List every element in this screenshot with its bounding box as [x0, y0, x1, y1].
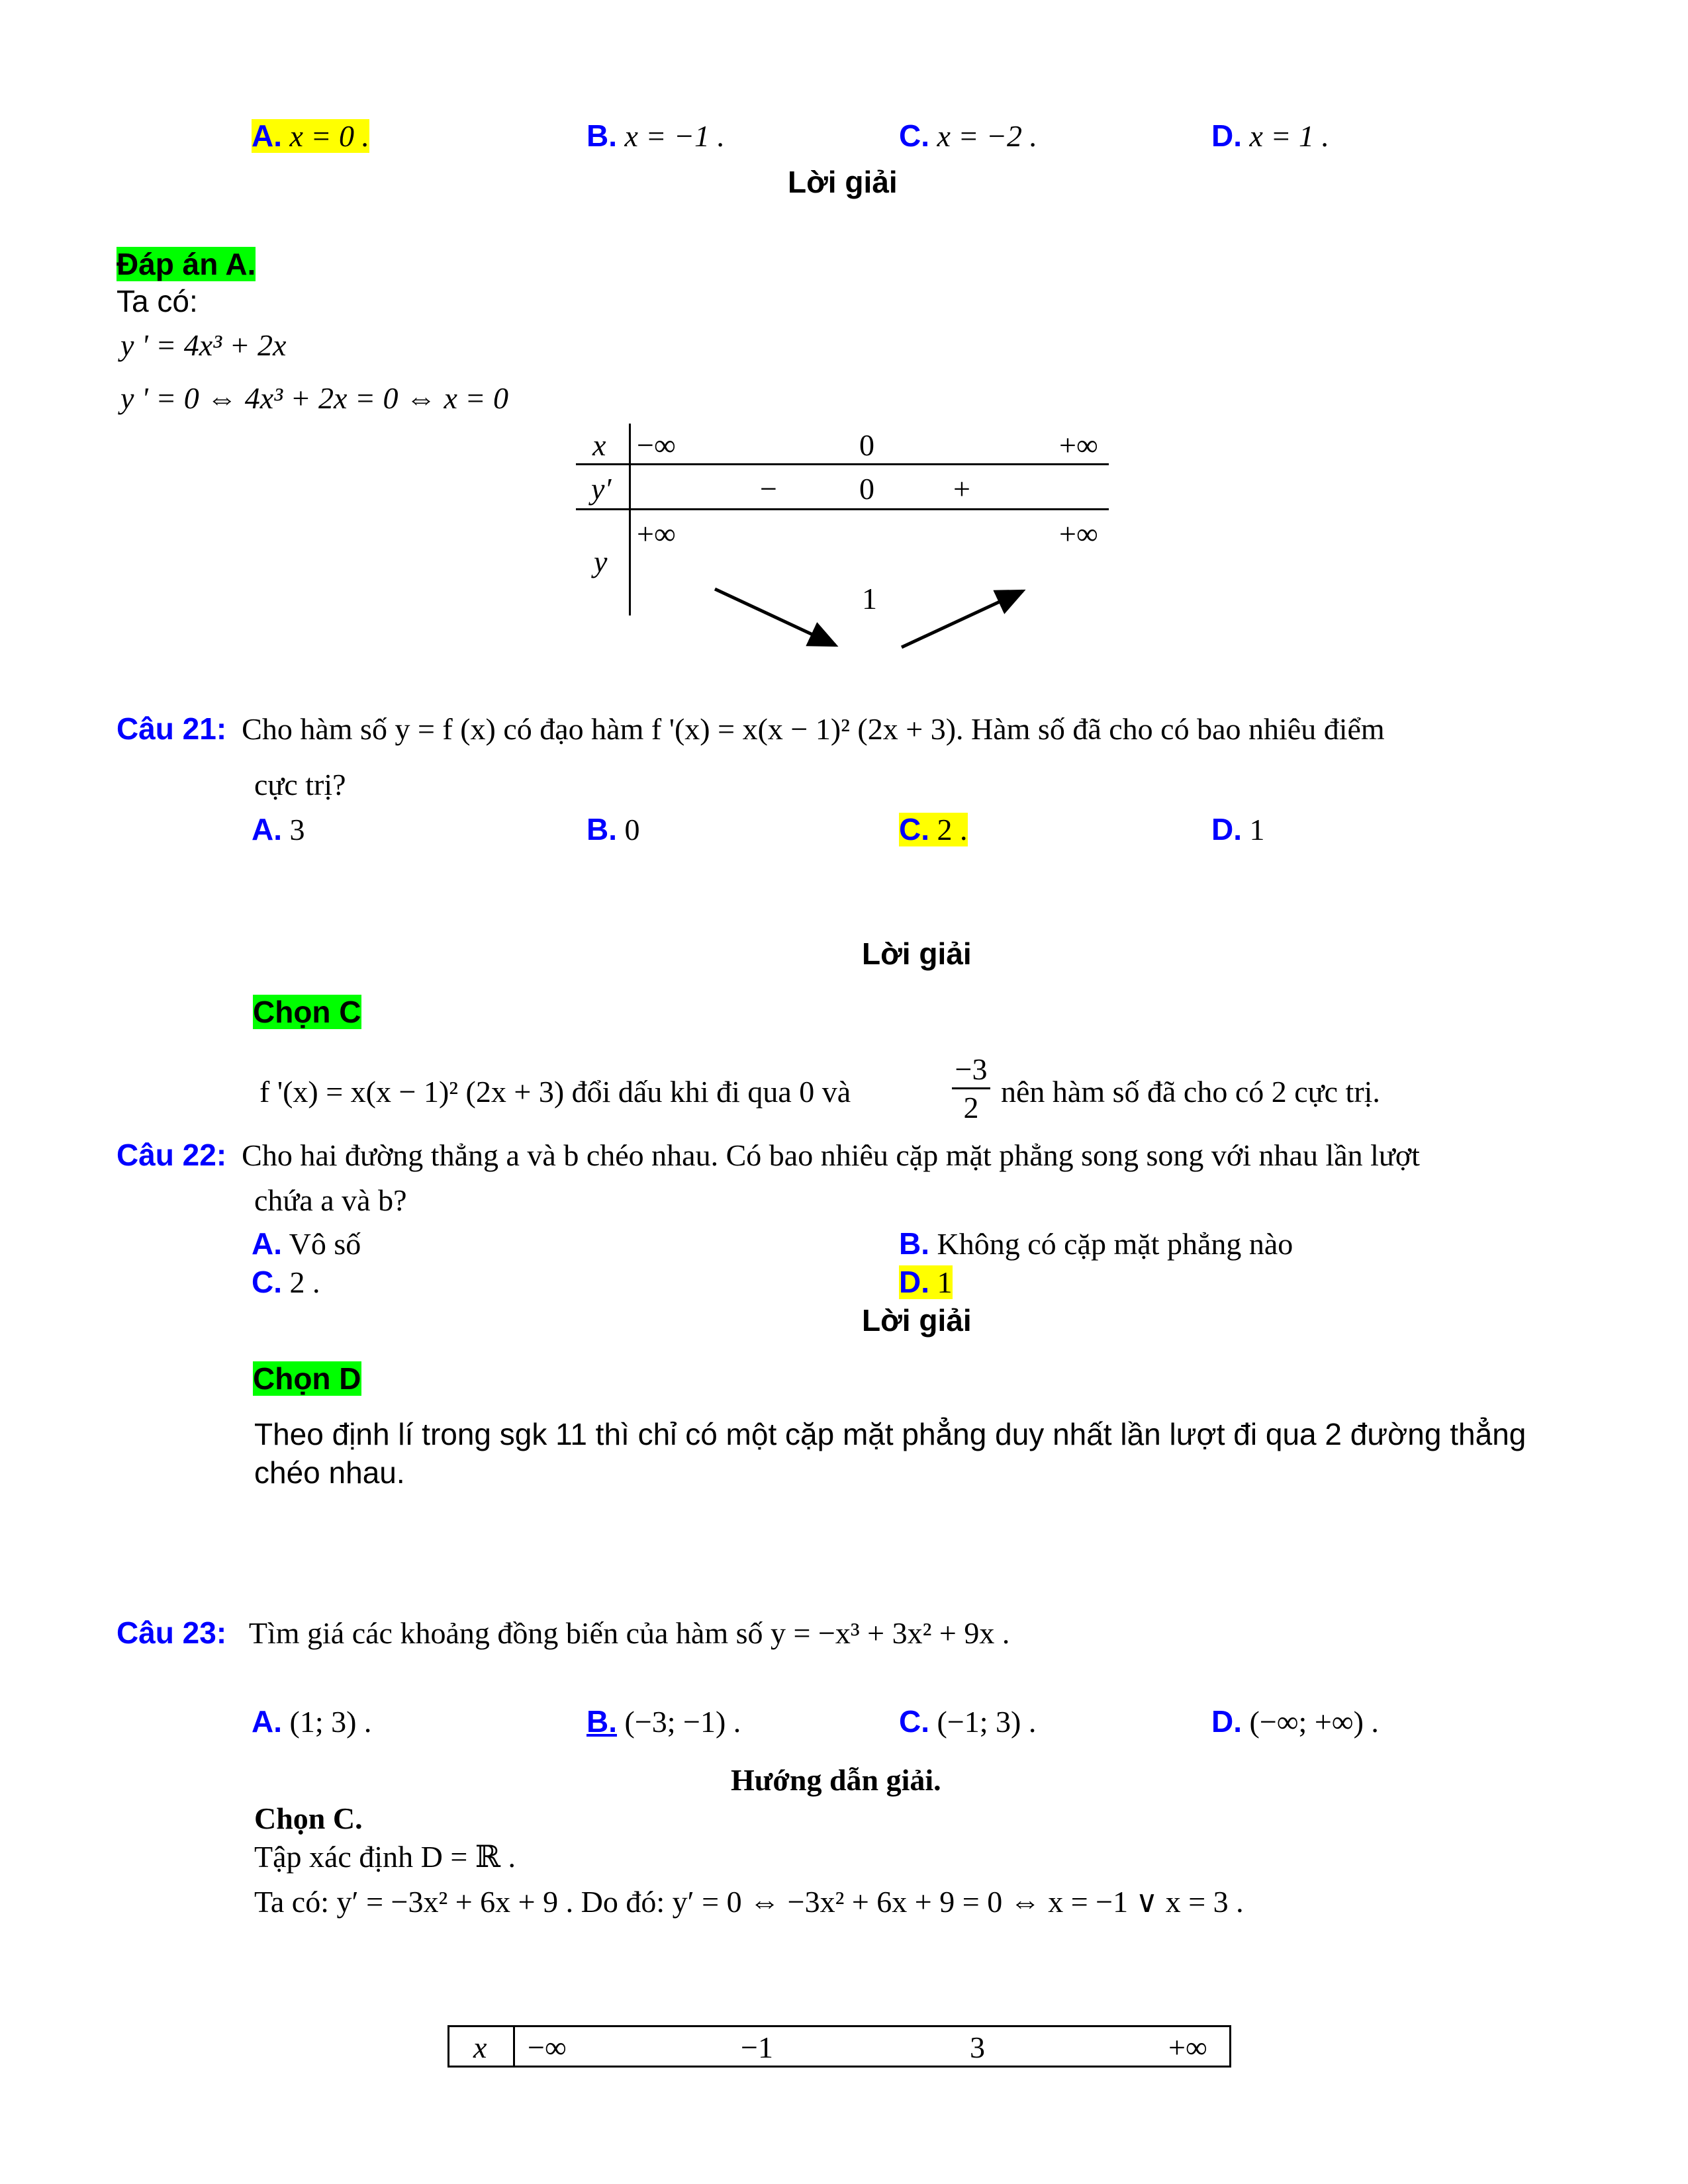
q20-intro: Ta có: — [117, 284, 198, 318]
table-x-value: 3 — [970, 2030, 985, 2064]
table-x-value: +∞ — [1168, 2030, 1207, 2064]
q21-question-cont: cực trị? — [254, 768, 346, 801]
table-y-min: 1 — [862, 582, 877, 615]
q22-explanation: Theo định lí trong sgk 11 thì chỉ có một cặp mặt phẳng duy nhất lần lượt đi qua 2 đường thẳng — [254, 1417, 1526, 1451]
q21-question: Câu 21: Cho hàm số y = f (x) có đạo hàm f '(x) = x(x − 1)² (2x + 3). Hàm số đã cho có bao nhiêu điểm — [117, 711, 1385, 746]
q22-option-b[interactable]: B. Không có cặp mặt phẳng nào — [899, 1226, 1293, 1261]
table-yp-sign: − — [760, 472, 777, 506]
q23-option-d[interactable]: D. (−∞; +∞) . — [1211, 1704, 1379, 1739]
table-vertical-divider — [513, 2027, 515, 2066]
table-y-value: +∞ — [637, 517, 676, 551]
fraction-numerator: −3 — [955, 1052, 988, 1086]
q20-option-c[interactable]: C. x = −2 . — [899, 118, 1037, 153]
q22-question-cont: chứa a và b? — [254, 1183, 407, 1217]
q20-derivative: y ' = 4x³ + 2x — [120, 328, 287, 362]
increasing-arrow — [902, 591, 1023, 647]
q22-option-d[interactable]: D. 1 — [899, 1265, 953, 1299]
table-y-label: y — [594, 545, 608, 578]
table-y-value: +∞ — [1059, 517, 1098, 551]
q22-choice: Chọn D — [253, 1361, 361, 1396]
q23-option-c[interactable]: C. (−1; 3) . — [899, 1704, 1037, 1739]
table-x-value: +∞ — [1059, 428, 1098, 462]
q22-option-c[interactable]: C. 2 . — [252, 1265, 320, 1299]
table-x-value: −∞ — [637, 428, 676, 462]
fraction-denominator: 2 — [963, 1091, 979, 1125]
q21-option-c[interactable]: C. 2 . — [899, 812, 968, 846]
q23-solution-title: Hướng dẫn giải. — [731, 1763, 941, 1797]
table-x-value: −∞ — [528, 2030, 567, 2064]
q22-explanation-cont: chéo nhau. — [254, 1455, 405, 1490]
table-yp-sign: + — [953, 472, 970, 506]
q23-option-a[interactable]: A. (1; 3) . — [252, 1704, 372, 1739]
q20-answer-label: Đáp án A. — [117, 247, 256, 281]
q23-variation-table — [447, 2025, 1231, 2068]
q22-solution-title: Lời giải — [862, 1303, 972, 1338]
q21-solution-title: Lời giải — [862, 936, 972, 971]
table-x-label: x — [592, 428, 606, 462]
q21-explanation: f '(x) = x(x − 1)² (2x + 3) đổi dấu khi đi qua 0 và — [259, 1075, 851, 1109]
q20-option-b[interactable]: B. x = −1 . — [586, 118, 725, 153]
decreasing-arrow — [715, 589, 835, 645]
q23-derivative: Ta có: y′ = −3x² + 6x + 9 . Do đó: y′ = 0 ⇔ −3x² + 6x + 9 = 0 ⇔ x = −1 ∨ x = 3 . — [254, 1885, 1244, 1919]
q20-option-a[interactable]: A. x = 0 . — [252, 118, 369, 153]
table-x-label: x — [473, 2030, 487, 2064]
q20-option-d[interactable]: D. x = 1 . — [1211, 118, 1329, 153]
q21-choice: Chọn C — [253, 995, 361, 1029]
q20-critical-point: y ' = 0 ⇔ 4x³ + 2x = 0 ⇔ x = 0 — [120, 381, 508, 415]
q21-option-a[interactable]: A. 3 — [252, 812, 305, 846]
table-yp-value: 0 — [859, 472, 874, 506]
q20-solution-title: Lời giải — [788, 165, 898, 199]
q23-domain: Tập xác định D = ℝ . — [254, 1840, 516, 1874]
q21-explanation-end: nên hàm số đã cho có 2 cực trị. — [1001, 1075, 1380, 1109]
table-yp-label: y′ — [591, 472, 612, 506]
q21-option-b[interactable]: B. 0 — [586, 812, 640, 846]
table-x-value: −1 — [741, 2030, 773, 2064]
table-x-value: 0 — [859, 428, 874, 462]
q23-option-b[interactable]: B. (−3; −1) . — [586, 1704, 741, 1739]
q23-question: Câu 23: Tìm giá các khoảng đồng biến của hàm số y = −x³ + 3x² + 9x . — [117, 1615, 1010, 1650]
q21-fraction — [948, 1051, 994, 1126]
q21-option-d[interactable]: D. 1 — [1211, 812, 1265, 846]
q22-question: Câu 22: Cho hai đường thẳng a và b chéo nhau. Có bao nhiêu cặp mặt phẳng song song với nhau lần lượt — [117, 1138, 1420, 1172]
q23-choice: Chọn C. — [254, 1801, 363, 1835]
q22-option-a[interactable]: A. Vô số — [252, 1226, 361, 1261]
